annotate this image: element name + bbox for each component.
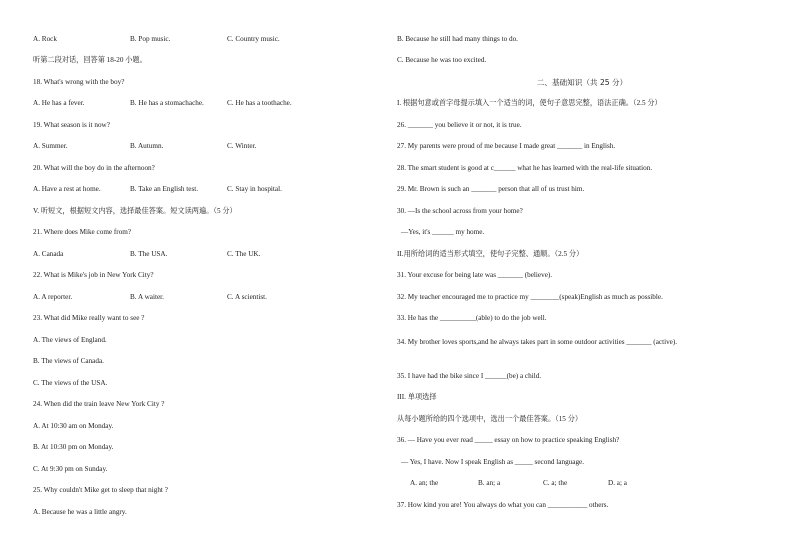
question-27: 27. My parents were proud of me because I made great _______ in English. — [397, 142, 616, 150]
option-b: B. Autumn. — [130, 142, 164, 150]
section-instruction: 听第二段对话，回答第 18-20 小题。 — [33, 56, 147, 64]
option-d: D. a; a — [608, 479, 627, 487]
q25-option-c: C. Because he was too excited. — [397, 56, 487, 64]
option-b: B. Pop music. — [130, 35, 171, 43]
question-25: 25. Why couldn't Mike get to sleep that night ? — [33, 486, 168, 494]
question-24: 24. When did the train leave New York City ? — [33, 400, 165, 408]
section-v-heading: V. 听短文，根据短文内容，选择最佳答案。短文读两遍。（5 分） — [33, 207, 237, 215]
q23-option-c: C. The views of the USA. — [33, 379, 108, 387]
option-a: A. Summer. — [33, 142, 68, 150]
option-a: A. Canada — [33, 250, 64, 258]
option-c: C. The UK. — [227, 250, 261, 258]
question-32: 32. My teacher encouraged me to practice my ________(speak)English as much as possible. — [397, 293, 663, 301]
question-26: 26. _______ you believe it or not, it is true. — [397, 121, 522, 129]
question-31: 31. Your excuse for being late was _______ (believe). — [397, 271, 553, 279]
question-20: 20. What will the boy do in the afternoon? — [33, 164, 155, 172]
q24-option-a: A. At 10:30 am on Monday. — [33, 422, 114, 430]
part-i-instruction: I. 根据句意或首字母提示填入一个适当的词，使句子意思完整，语法正确。（2.5 分） — [397, 99, 662, 107]
q25-option-b: B. Because he still had many things to do. — [397, 35, 518, 43]
option-a: A. Rock — [33, 35, 57, 43]
question-23: 23. What did Mike really want to see ? — [33, 314, 145, 322]
question-18: 18. What's wrong with the boy? — [33, 78, 125, 86]
option-b: B. A waiter. — [130, 293, 164, 301]
question-29: 29. Mr. Brown is such an _______ person that all of us trust him. — [397, 185, 585, 193]
q25-option-a: A. Because he was a little angry. — [33, 508, 127, 516]
question-19: 19. What season is it now? — [33, 121, 110, 129]
part-iii-heading: III. 单项选择 — [397, 393, 437, 401]
question-33: 33. He has the __________(able) to do the job well. — [397, 314, 547, 322]
option-c: C. He has a toothache. — [227, 99, 292, 107]
option-b: B. He has a stomachache. — [130, 99, 204, 107]
question-36-reply: — Yes, I have. Now I speak English as _____ second language. — [401, 458, 585, 466]
option-a: A. He has a fever. — [33, 99, 85, 107]
question-28: 28. The smart student is good at c______ what he has learned with the real-life situation. — [397, 164, 653, 172]
option-a: A. an; the — [410, 479, 439, 487]
option-c: C. Country music. — [227, 35, 280, 43]
option-b: B. The USA. — [130, 250, 168, 258]
section-two-heading: 二、基础知识（共 25 分） — [536, 78, 628, 87]
option-c: C. a; the — [543, 479, 568, 487]
part-iii-instruction: 从每小题所给的四个选项中，选出一个最佳答案。（15 分） — [397, 415, 583, 423]
option-b: B. an; a — [478, 479, 501, 487]
question-35: 35. I have had the bike since I ______(be) a child. — [397, 372, 542, 380]
question-34: 34. My brother loves sports,and he always takes part in some outdoor activities _______ (active). — [397, 338, 678, 346]
q24-option-c: C. At 9:30 pm on Sunday. — [33, 465, 108, 473]
q23-option-a: A. The views of England. — [33, 336, 107, 344]
question-22: 22. What is Mike's job in New York City? — [33, 271, 154, 279]
part-ii-instruction: II.用所给词的适当形式填空，使句子完整、通顺。（2.5 分） — [397, 250, 584, 258]
question-30-answer: —Yes, it's ______ my home. — [401, 228, 485, 236]
question-36: 36. — Have you ever read _____ essay on how to practice speaking English? — [397, 436, 620, 444]
question-37: 37. How kind you are! You always do what you can ___________ others. — [397, 501, 609, 509]
option-c: C. Winter. — [227, 142, 257, 150]
q24-option-b: B. At 10:30 pm on Monday. — [33, 443, 114, 451]
option-a: A. A reporter. — [33, 293, 73, 301]
option-c: C. A scientist. — [227, 293, 267, 301]
option-a: A. Have a rest at home. — [33, 185, 101, 193]
q23-option-b: B. The views of Canada. — [33, 357, 104, 365]
option-b: B. Take an English test. — [130, 185, 199, 193]
question-30: 30. —Is the school across from your home? — [397, 207, 523, 215]
option-c: C. Stay in hospital. — [227, 185, 282, 193]
question-21: 21. Where does Mike come from? — [33, 228, 132, 236]
